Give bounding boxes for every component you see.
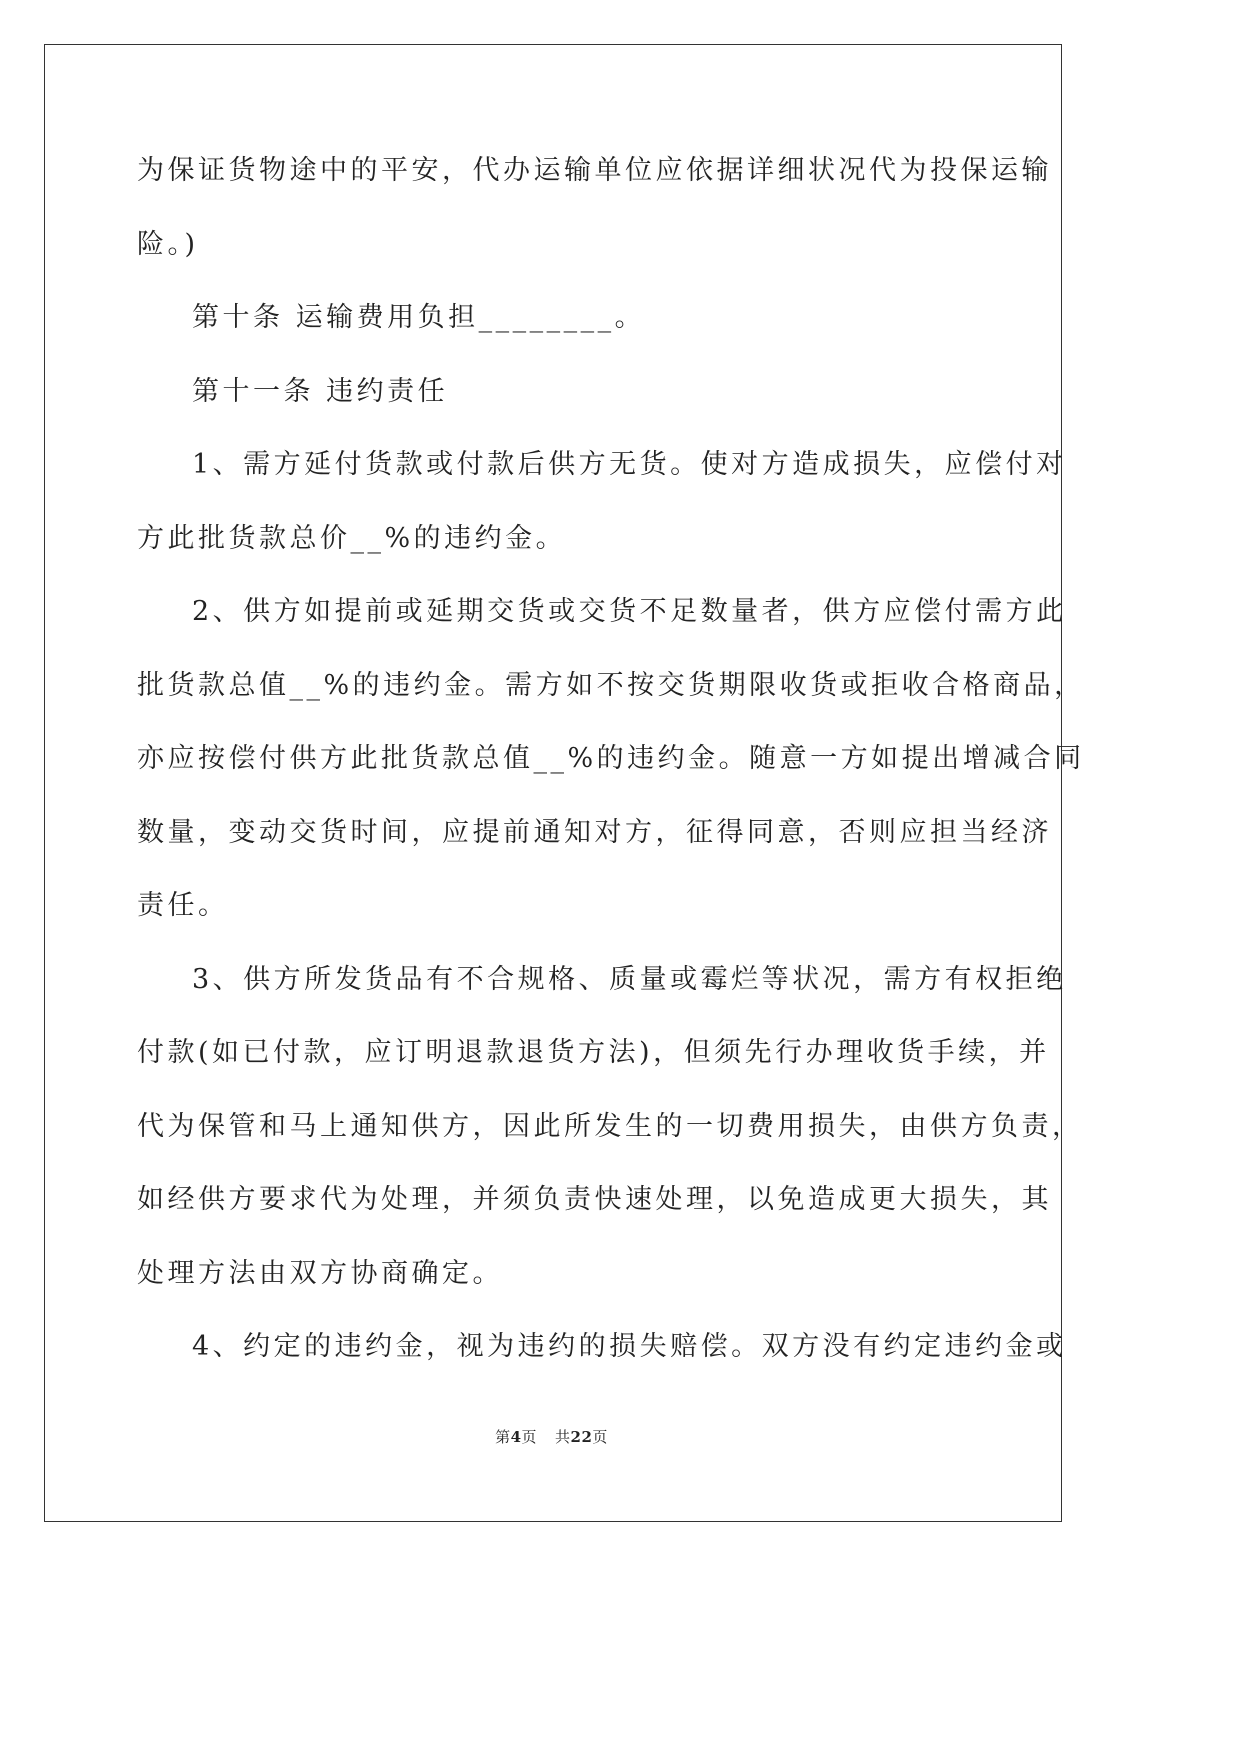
text-line: 如经供方要求代为处理，并须负责快速处理，以免造成更大损失，其	[137, 1184, 1052, 1215]
text-line: 代为保管和马上通知供方，因此所发生的一切费用损失，由供方负责，	[137, 1110, 1083, 1142]
article-10-heading: 第十条 运输费用负担________。	[192, 302, 646, 333]
page-number: 4	[510, 1428, 522, 1446]
article-11-heading: 第十一条 违约责任	[192, 375, 449, 407]
clause-4-line: 4、约定的违约金，视为违约的损失赔偿。双方没有约定违约金或	[192, 1331, 1067, 1362]
clause-1-line: 1、需方延付货款或付款后供方无货。使对方造成损失，应偿付对	[192, 449, 1067, 480]
text-line: 数量，变动交货时间，应提前通知对方，征得同意，否则应担当经济	[137, 816, 1052, 848]
total-suffix: 页	[592, 1428, 608, 1446]
text-line: 处理方法由双方协商确定。	[137, 1257, 503, 1289]
document-body	[137, 150, 1085, 1400]
text-line: 方此批货款总价__%的违约金。	[137, 522, 567, 554]
text-line: 亦应按偿付供方此批货款总值__%的违约金。随意一方如提出增减合同	[137, 743, 1085, 774]
text-line: 责任。	[137, 890, 229, 921]
text-line: 批货款总值__%的违约金。需方如不按交货期限收货或拒收合格商品，	[137, 669, 1085, 701]
total-prefix: 共	[555, 1428, 571, 1446]
text-line: 为保证货物途中的平安，代办运输单位应依据详细状况代为投保运输	[137, 155, 1052, 186]
page-suffix: 页	[521, 1428, 538, 1446]
clause-3-line: 3、供方所发货品有不合规格、质量或霉烂等状况，需方有权拒绝	[192, 963, 1067, 995]
total-pages: 22	[570, 1428, 593, 1446]
text-line: 付款(如已付款，应订明退款退货方法)，但须先行办理收货手续，并	[137, 1037, 1050, 1068]
page-prefix: 第	[495, 1428, 511, 1446]
clause-2-line: 2、供方如提前或延期交货或交货不足数量者，供方应偿付需方此	[192, 596, 1067, 627]
page-footer	[0, 1426, 1103, 1447]
text-line: 险。)	[137, 228, 199, 260]
